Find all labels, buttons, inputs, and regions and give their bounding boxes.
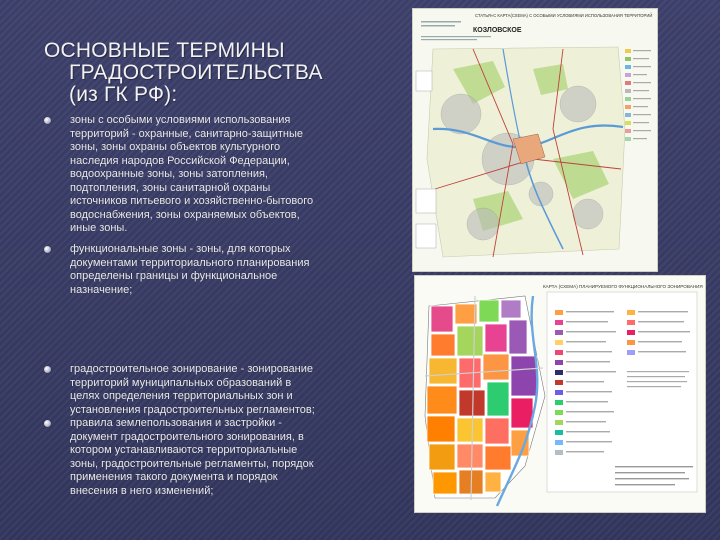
bullet-text bbox=[70, 243, 394, 297]
text-line: применения такого документа и порядок bbox=[70, 471, 278, 483]
bullet-item-urban-zoning bbox=[44, 363, 394, 417]
text-line: целях определения территориальных зон и bbox=[70, 390, 293, 402]
title-line-2: ГРАДОСТРОИТЕЛЬСТВА bbox=[69, 61, 323, 84]
text-line: иные зоны. bbox=[70, 222, 128, 234]
bullet-text bbox=[70, 363, 394, 417]
bullet-icon bbox=[44, 366, 51, 373]
text-line: котором устанавливаются территориальные bbox=[70, 444, 298, 456]
bullet-text bbox=[70, 114, 394, 236]
slide-title bbox=[44, 40, 404, 106]
text-line: документ градостроительного зонирования, в bbox=[70, 430, 304, 443]
bullet-icon bbox=[44, 117, 51, 124]
text-line: градостроительное зонирование - зонирование bbox=[70, 363, 313, 375]
text-line: водоснабжения, зоны охраняемых объектов, bbox=[70, 208, 300, 221]
text-line: функциональные зоны - зоны, для которых bbox=[70, 243, 291, 255]
title-line-1: ОСНОВНЫЕ ТЕРМИНЫ bbox=[44, 39, 285, 62]
special-zones-map-image bbox=[412, 8, 658, 272]
text-line: водоохранные зоны, зоны затопления, bbox=[70, 168, 268, 180]
text-line: зоны, зоны охраны объектов культурного bbox=[70, 141, 281, 153]
bullet-icon bbox=[44, 420, 51, 427]
functional-zoning-map-image bbox=[414, 275, 706, 513]
text-line: территорий муниципальных образований в bbox=[70, 376, 292, 389]
title-line-3: (из ГК РФ): bbox=[69, 83, 178, 106]
text-line: источников питьевого и хозяйственно-бытового bbox=[70, 195, 314, 207]
map-top-name: КОЗЛОВСКОЕ bbox=[473, 27, 522, 34]
bullet-item-special-zones bbox=[44, 114, 394, 236]
text-line: назначение; bbox=[70, 283, 133, 296]
bullet-text bbox=[70, 417, 394, 498]
text-line: наследия народов Российской Федерации, bbox=[70, 154, 290, 167]
text-line: определены границы и функциональное bbox=[70, 270, 278, 282]
map-bottom-header: КАРТА (СХЕМА) ПЛАНИРУЕМОГО ФУНКЦИОНАЛЬНОГО ЗОНИРОВАНИЯ bbox=[543, 284, 703, 289]
text-line: правила землепользования и застройки - bbox=[70, 417, 282, 429]
text-line: зоны, градостроительные регламенты, порядок bbox=[70, 457, 314, 470]
bullet-item-land-use-rules bbox=[44, 417, 394, 498]
text-line: подтопления, зоны санитарной охраны bbox=[70, 181, 271, 194]
text-line: территорий - охранные, санитарно-защитные bbox=[70, 127, 303, 140]
text-line: внесения в него изменений; bbox=[70, 484, 214, 497]
text-line: зоны с особыми условиями использования bbox=[70, 114, 291, 126]
bullet-icon bbox=[44, 246, 51, 253]
map-top-header: СТАТЬЯ«С КАРТА(СХЕМА) С ОСОБЫМИ УСЛОВИЯМИ ИСПОЛЬЗОВАНИЯ ТЕРРИТОРИЙ bbox=[475, 13, 653, 18]
bullet-item-functional-zones bbox=[44, 243, 394, 297]
text-line: установления градостроительных регламентов; bbox=[70, 403, 315, 416]
text-line: документами территориального планирования bbox=[70, 256, 310, 269]
